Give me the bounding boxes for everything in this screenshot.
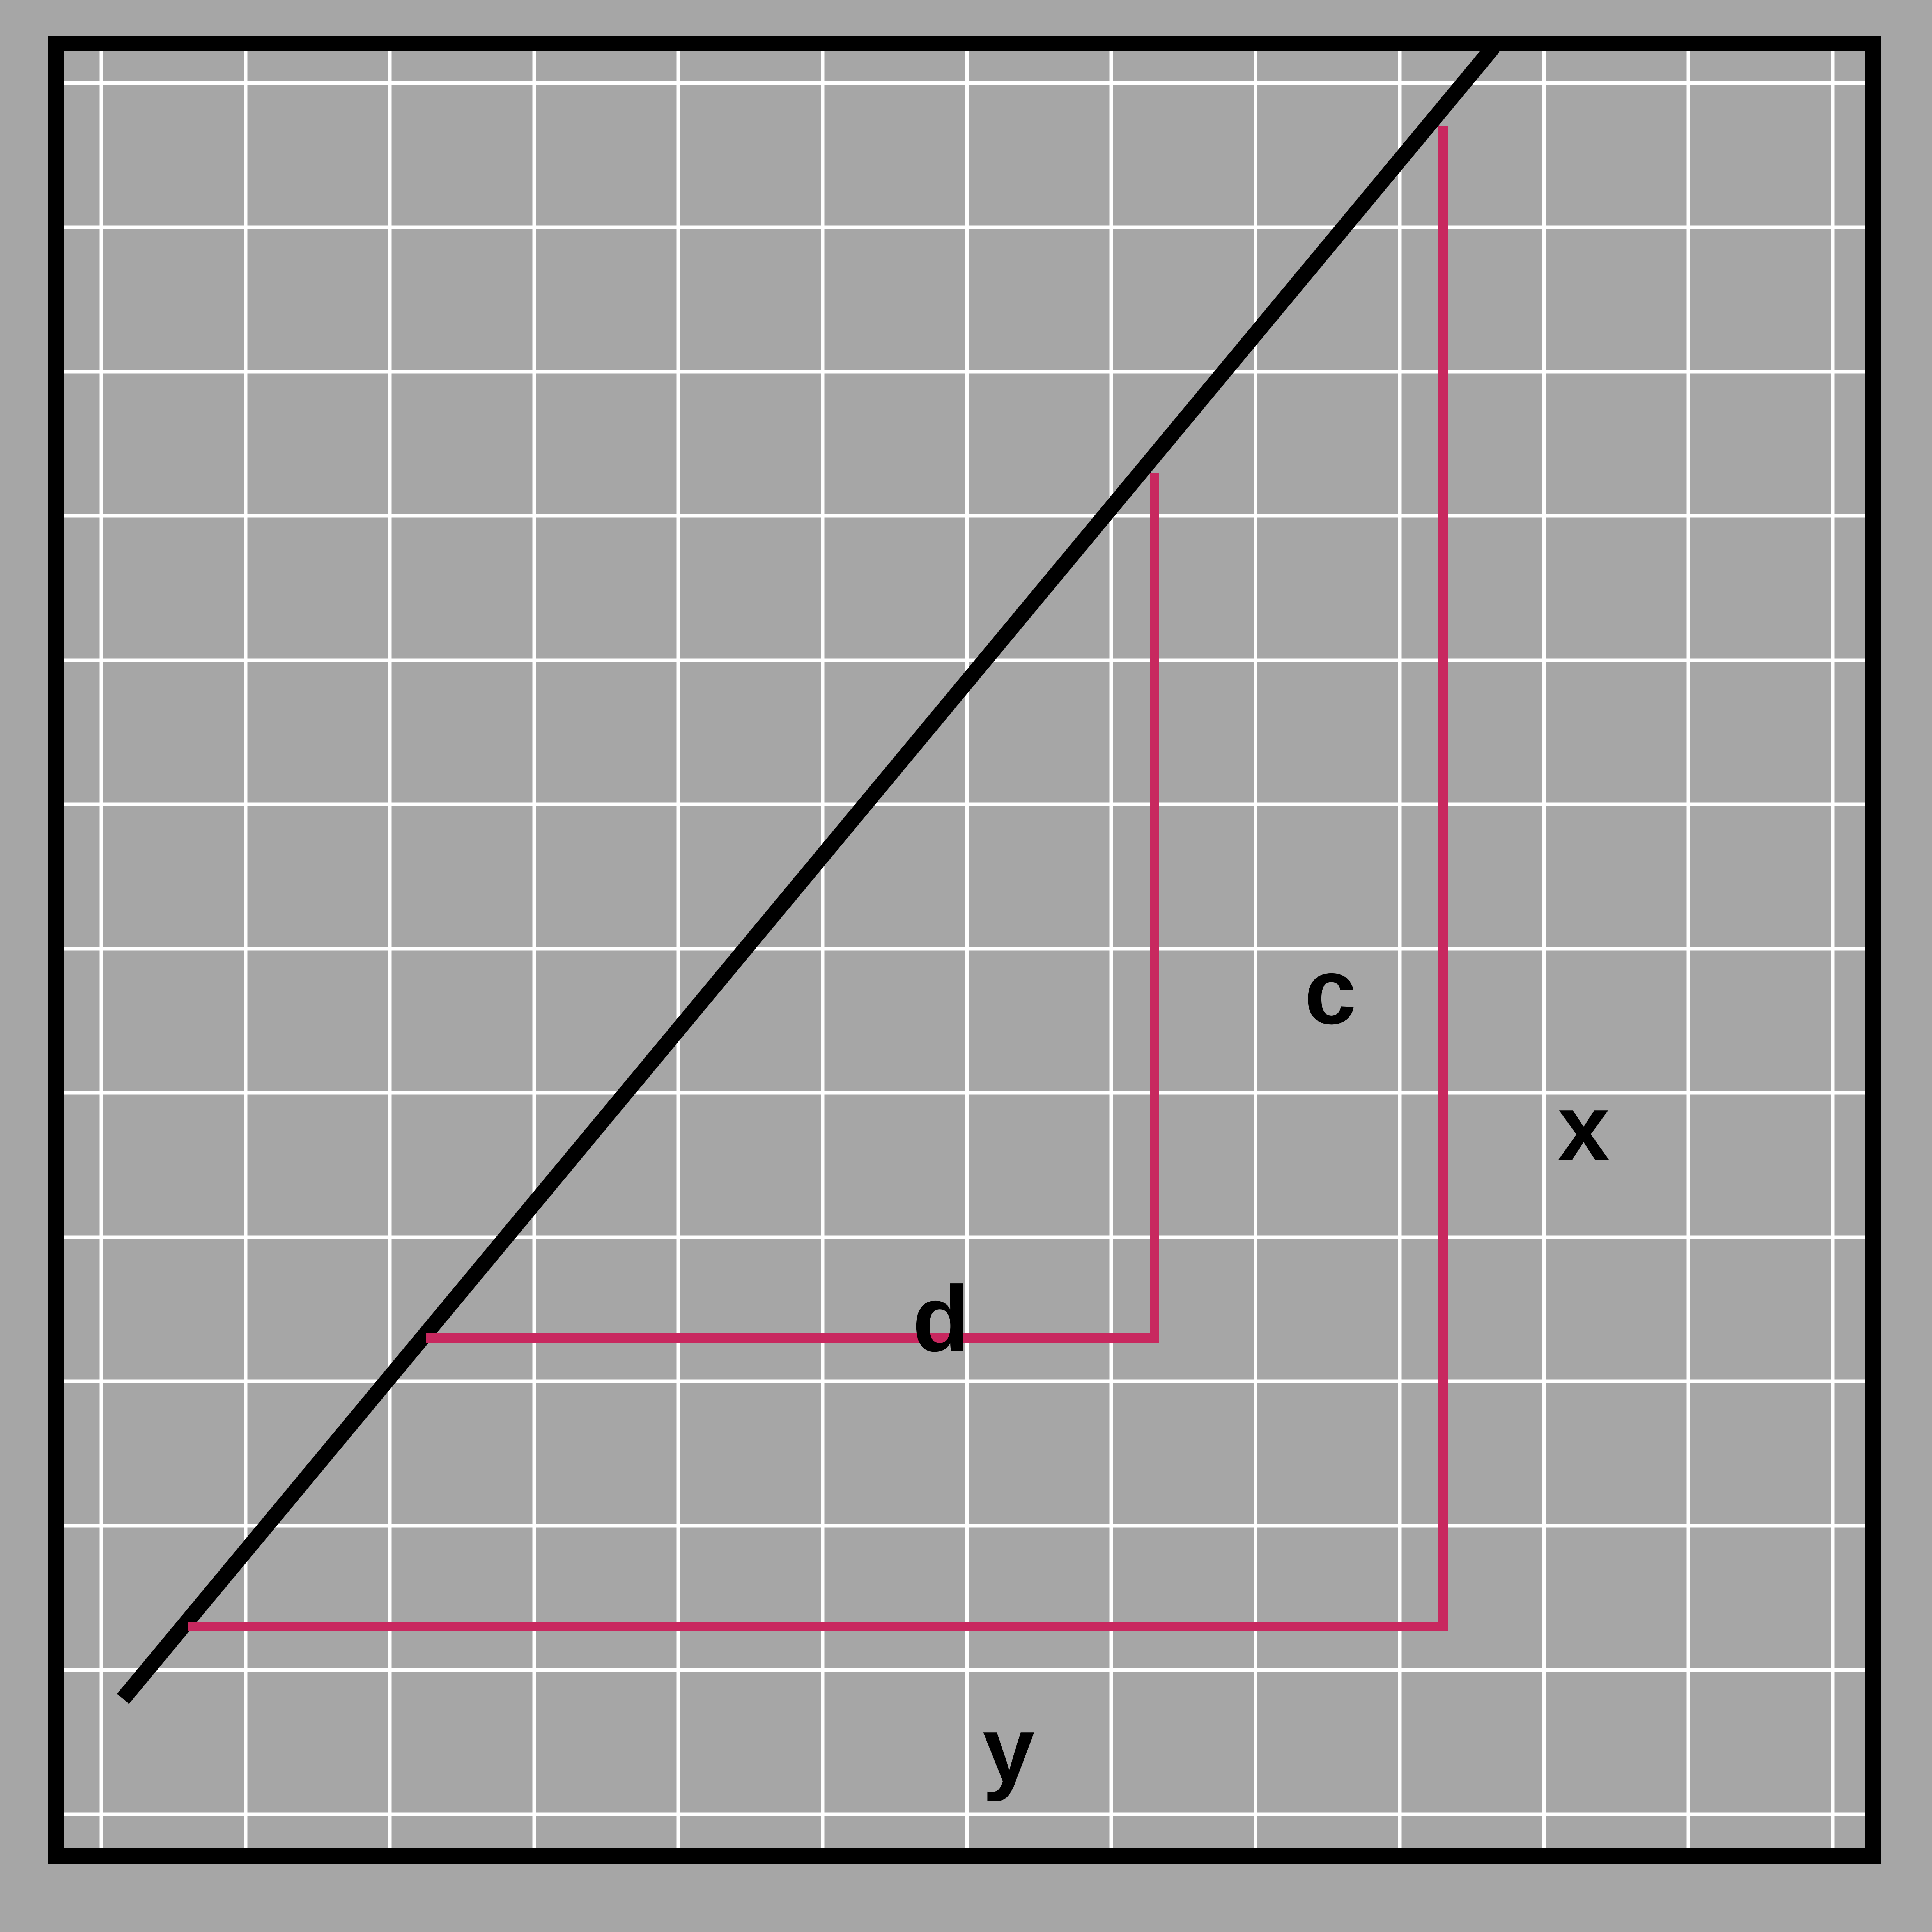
label-d: d	[912, 1266, 970, 1371]
label-c: c	[1304, 939, 1356, 1043]
label-x: x	[1558, 1075, 1610, 1180]
label-y: y	[983, 1697, 1035, 1802]
